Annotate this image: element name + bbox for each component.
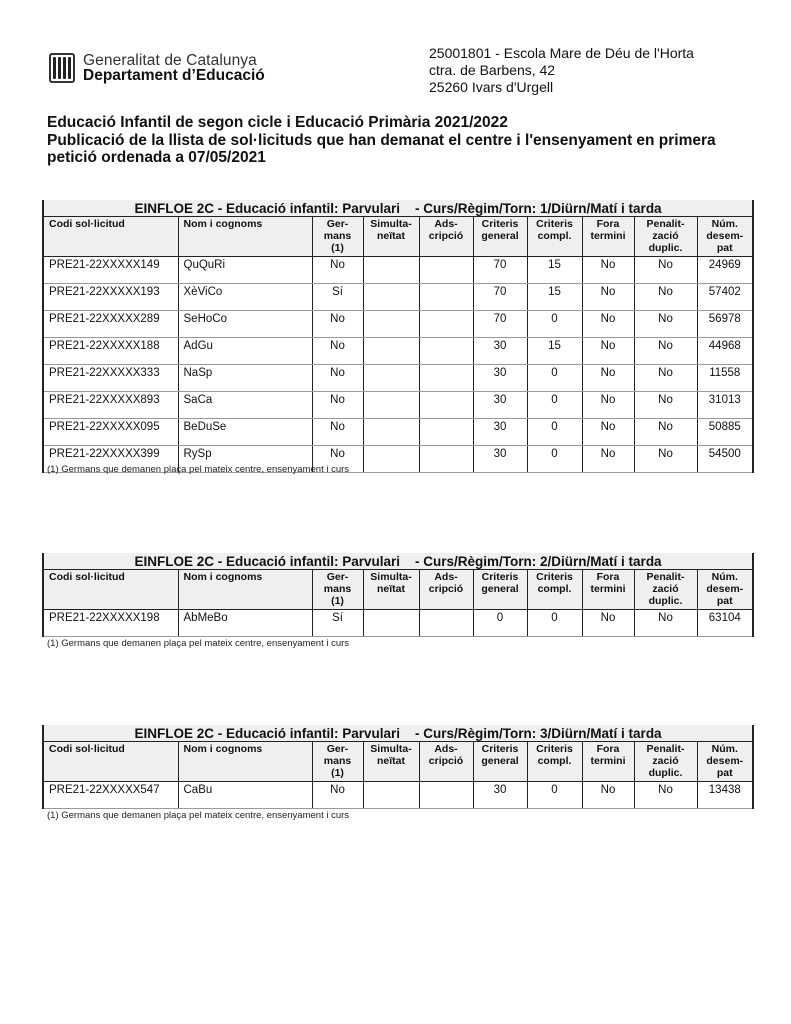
cell-nom-cognoms: XèViCo (178, 284, 312, 311)
column-header-nom-cognoms: Nom i cognoms (178, 742, 312, 782)
cell-codi-solicitud: PRE21-22XXXXX095 (43, 419, 178, 446)
caption-curs-regim-torn: - Curs/Règim/Torn: 1/Diürn/Matí i tarda (415, 201, 662, 216)
cell-fora-termini: No (582, 257, 634, 284)
school-street: ctra. de Barbens, 42 (429, 62, 556, 78)
cell-penalitzacio-duplic: No (634, 392, 697, 419)
cell-fora-termini: No (582, 782, 634, 809)
cell-adscripcio (419, 257, 473, 284)
cell-criteris-general: 70 (473, 284, 527, 311)
column-header-criteris-general: Criteris general (473, 217, 527, 257)
column-header-adscripcio: Ads- cripció (419, 570, 473, 610)
applications-table-2 (42, 553, 754, 637)
cell-nom-cognoms: RySp (178, 446, 312, 473)
cell-codi-solicitud: PRE21-22XXXXX289 (43, 311, 178, 338)
cell-simultaneitat (363, 446, 419, 473)
cell-num-desempat: 44968 (697, 338, 753, 365)
cell-codi-solicitud: PRE21-22XXXXX193 (43, 284, 178, 311)
cell-criteris-general: 30 (473, 338, 527, 365)
cell-simultaneitat (363, 392, 419, 419)
caption-curs-regim-torn: - Curs/Règim/Torn: 3/Diürn/Matí i tarda (415, 726, 662, 741)
cell-penalitzacio-duplic: No (634, 446, 697, 473)
column-header-criteris-general: Criteris general (473, 742, 527, 782)
cell-germans: Sí (312, 284, 363, 311)
cell-criteris-general: 30 (473, 419, 527, 446)
cell-penalitzacio-duplic: No (634, 782, 697, 809)
cell-penalitzacio-duplic: No (634, 284, 697, 311)
cell-criteris-compl: 0 (527, 419, 582, 446)
cell-simultaneitat (363, 419, 419, 446)
cell-num-desempat: 56978 (697, 311, 753, 338)
cell-fora-termini: No (582, 284, 634, 311)
cell-germans: No (312, 392, 363, 419)
table-row (43, 610, 753, 637)
cell-num-desempat: 13438 (697, 782, 753, 809)
school-address (429, 45, 694, 96)
cell-criteris-compl: 15 (527, 257, 582, 284)
cell-criteris-general: 30 (473, 446, 527, 473)
cell-adscripcio (419, 419, 473, 446)
column-header-penalitzacio-duplic: Penalit- zació duplic. (634, 217, 697, 257)
cell-nom-cognoms: AbMeBo (178, 610, 312, 637)
cell-criteris-general: 70 (473, 257, 527, 284)
cell-nom-cognoms: SeHoCo (178, 311, 312, 338)
cell-simultaneitat (363, 284, 419, 311)
table-row (43, 311, 753, 338)
logo-line1: Generalitat de Catalunya (83, 52, 257, 69)
cell-germans: No (312, 446, 363, 473)
column-header-num-desempat: Núm. desem- pat (697, 742, 753, 782)
footnote: (1) Germans que demanen plaça pel mateix centre, ensenyament i curs (47, 637, 350, 649)
cell-codi-solicitud: PRE21-22XXXXX188 (43, 338, 178, 365)
cell-penalitzacio-duplic: No (634, 610, 697, 637)
generalitat-emblem-icon (49, 53, 75, 83)
cell-nom-cognoms: AdGu (178, 338, 312, 365)
column-header-simultaneitat: Simulta- neïtat (363, 742, 419, 782)
column-header-num-desempat: Núm. desem- pat (697, 570, 753, 610)
cell-penalitzacio-duplic: No (634, 338, 697, 365)
table-row (43, 419, 753, 446)
cell-simultaneitat (363, 338, 419, 365)
cell-fora-termini: No (582, 311, 634, 338)
cell-num-desempat: 24969 (697, 257, 753, 284)
column-header-criteris-general: Criteris general (473, 570, 527, 610)
cell-adscripcio (419, 311, 473, 338)
column-header-nom-cognoms: Nom i cognoms (178, 217, 312, 257)
title-line2: Publicació de la llista de sol·licituds que han demanat el centre i l'ensenyament en primera (47, 131, 716, 149)
table-row (43, 338, 753, 365)
cell-num-desempat: 54500 (697, 446, 753, 473)
column-header-codi-solicitud: Codi sol·licitud (43, 742, 178, 782)
column-header-codi-solicitud: Codi sol·licitud (43, 217, 178, 257)
table-row (43, 365, 753, 392)
logo-line2: Departament d’Educació (83, 67, 265, 84)
cell-nom-cognoms: QuQuRi (178, 257, 312, 284)
caption-curs-regim-torn: - Curs/Règim/Torn: 2/Diürn/Matí i tarda (415, 554, 662, 569)
table-row (43, 284, 753, 311)
cell-nom-cognoms: SaCa (178, 392, 312, 419)
column-header-penalitzacio-duplic: Penalit- zació duplic. (634, 570, 697, 610)
applications-table-3 (42, 725, 754, 809)
table-row (43, 392, 753, 419)
column-header-adscripcio: Ads- cripció (419, 742, 473, 782)
cell-simultaneitat (363, 782, 419, 809)
column-header-nom-cognoms: Nom i cognoms (178, 570, 312, 610)
column-header-criteris-compl: Criteris compl. (527, 742, 582, 782)
caption-ensenyament: EINFLOE 2C - Educació infantil: Parvulari (134, 726, 401, 741)
column-header-criteris-compl: Criteris compl. (527, 217, 582, 257)
school-city: 25260 Ivars d'Urgell (429, 79, 554, 95)
column-header-germans: Ger- mans (1) (312, 742, 363, 782)
cell-criteris-general: 70 (473, 311, 527, 338)
cell-criteris-compl: 0 (527, 311, 582, 338)
cell-num-desempat: 11558 (697, 365, 753, 392)
column-header-simultaneitat: Simulta- neïtat (363, 570, 419, 610)
cell-germans: No (312, 311, 363, 338)
column-header-codi-solicitud: Codi sol·licitud (43, 570, 178, 610)
cell-codi-solicitud: PRE21-22XXXXX547 (43, 782, 178, 809)
caption-ensenyament: EINFLOE 2C - Educació infantil: Parvulari (134, 554, 401, 569)
cell-fora-termini: No (582, 419, 634, 446)
column-header-fora-termini: Fora termini (582, 570, 634, 610)
cell-criteris-compl: 0 (527, 446, 582, 473)
cell-num-desempat: 50885 (697, 419, 753, 446)
cell-adscripcio (419, 610, 473, 637)
cell-simultaneitat (363, 257, 419, 284)
cell-criteris-compl: 0 (527, 782, 582, 809)
cell-germans: No (312, 419, 363, 446)
table-row (43, 782, 753, 809)
footnote: (1) Germans que demanen plaça pel mateix centre, ensenyament i curs (47, 809, 350, 821)
document-title (47, 114, 767, 167)
cell-germans: Sí (312, 610, 363, 637)
cell-num-desempat: 63104 (697, 610, 753, 637)
cell-germans: No (312, 782, 363, 809)
school-name: 25001801 - Escola Mare de Déu de l'Horta (429, 45, 694, 61)
column-header-num-desempat: Núm. desem- pat (697, 217, 753, 257)
cell-simultaneitat (363, 365, 419, 392)
cell-germans: No (312, 257, 363, 284)
table-caption (43, 553, 753, 570)
cell-codi-solicitud: PRE21-22XXXXX893 (43, 392, 178, 419)
table-row (43, 257, 753, 284)
title-line1: Educació Infantil de segon cicle i Educació Primària 2021/2022 (47, 114, 508, 131)
footnote: (1) Germans que demanen plaça pel mateix centre, ensenyament i curs (47, 463, 350, 475)
table-caption (43, 200, 753, 217)
cell-criteris-general: 30 (473, 782, 527, 809)
cell-criteris-general: 30 (473, 365, 527, 392)
cell-penalitzacio-duplic: No (634, 311, 697, 338)
cell-codi-solicitud: PRE21-22XXXXX399 (43, 446, 178, 473)
cell-codi-solicitud: PRE21-22XXXXX149 (43, 257, 178, 284)
cell-germans: No (312, 365, 363, 392)
cell-fora-termini: No (582, 392, 634, 419)
cell-adscripcio (419, 782, 473, 809)
cell-fora-termini: No (582, 446, 634, 473)
column-header-simultaneitat: Simulta- neïtat (363, 217, 419, 257)
cell-adscripcio (419, 338, 473, 365)
cell-criteris-general: 30 (473, 392, 527, 419)
cell-nom-cognoms: BeDuSe (178, 419, 312, 446)
cell-fora-termini: No (582, 338, 634, 365)
column-header-germans: Ger- mans (1) (312, 570, 363, 610)
cell-num-desempat: 57402 (697, 284, 753, 311)
cell-penalitzacio-duplic: No (634, 419, 697, 446)
cell-criteris-compl: 0 (527, 392, 582, 419)
cell-criteris-compl: 15 (527, 338, 582, 365)
cell-adscripcio (419, 284, 473, 311)
column-header-adscripcio: Ads- cripció (419, 217, 473, 257)
cell-codi-solicitud: PRE21-22XXXXX333 (43, 365, 178, 392)
column-header-fora-termini: Fora termini (582, 742, 634, 782)
column-header-penalitzacio-duplic: Penalit- zació duplic. (634, 742, 697, 782)
cell-penalitzacio-duplic: No (634, 257, 697, 284)
cell-criteris-compl: 0 (527, 610, 582, 637)
generalitat-logo (49, 53, 265, 83)
caption-ensenyament: EINFLOE 2C - Educació infantil: Parvulari (134, 201, 401, 216)
cell-criteris-general: 0 (473, 610, 527, 637)
cell-codi-solicitud: PRE21-22XXXXX198 (43, 610, 178, 637)
applications-table-1 (42, 200, 754, 473)
cell-germans: No (312, 338, 363, 365)
cell-fora-termini: No (582, 610, 634, 637)
cell-adscripcio (419, 392, 473, 419)
cell-simultaneitat (363, 610, 419, 637)
table-caption (43, 725, 753, 742)
cell-adscripcio (419, 446, 473, 473)
cell-criteris-compl: 15 (527, 284, 582, 311)
cell-fora-termini: No (582, 365, 634, 392)
column-header-criteris-compl: Criteris compl. (527, 570, 582, 610)
cell-nom-cognoms: NaSp (178, 365, 312, 392)
cell-num-desempat: 31013 (697, 392, 753, 419)
cell-penalitzacio-duplic: No (634, 365, 697, 392)
column-header-fora-termini: Fora termini (582, 217, 634, 257)
cell-simultaneitat (363, 311, 419, 338)
column-header-germans: Ger- mans (1) (312, 217, 363, 257)
cell-criteris-compl: 0 (527, 365, 582, 392)
title-line3: petició ordenada a 07/05/2021 (47, 149, 266, 166)
cell-nom-cognoms: CaBu (178, 782, 312, 809)
cell-adscripcio (419, 365, 473, 392)
